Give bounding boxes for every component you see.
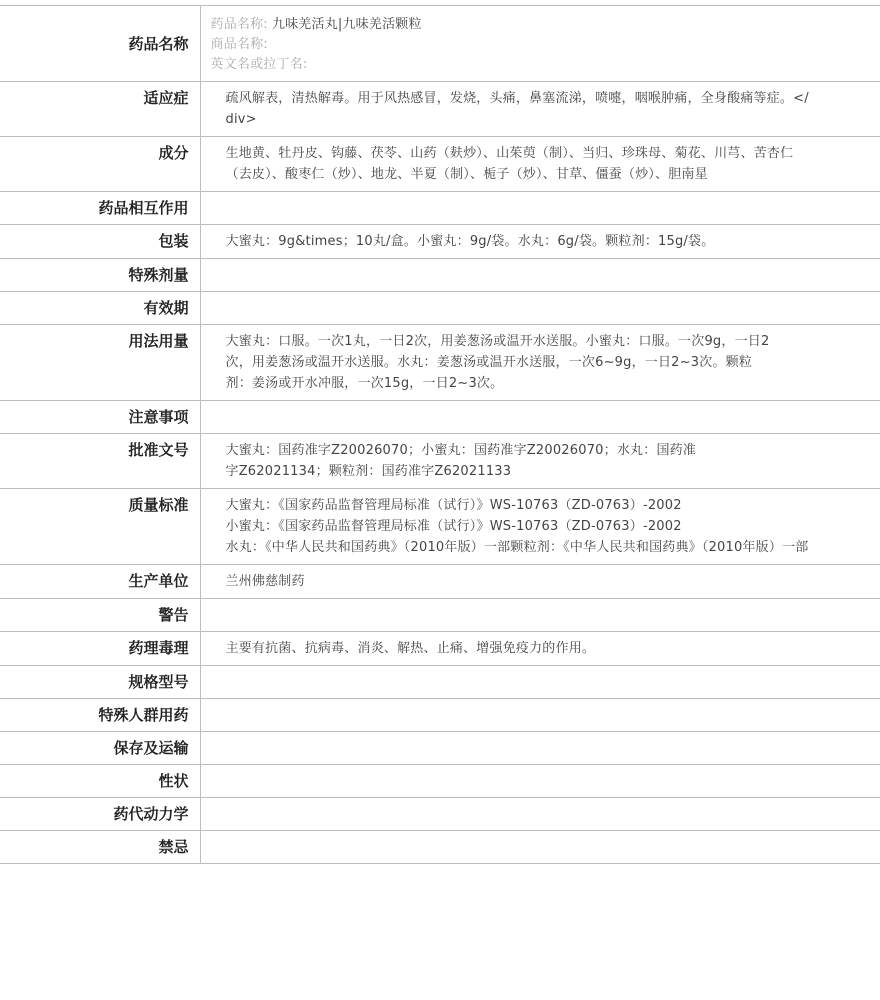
trade-name-line [211, 35, 880, 55]
row-quality [0, 489, 880, 565]
row-interactions [0, 192, 880, 225]
row-shelf-life [0, 292, 880, 325]
label-specification: 规格型号 [0, 666, 200, 699]
label-pharmacology: 药理毒理 [0, 632, 200, 666]
row-warning [0, 599, 880, 632]
value-drug-name [200, 6, 880, 82]
quality-line-2: 小蜜丸：《国家药品监督管理局标准（试行）》WS-10763（ZD-0763）-2002 [225, 519, 682, 534]
row-indications [0, 82, 880, 137]
value-quality [226, 495, 826, 558]
generic-name-line [211, 15, 880, 35]
label-indications: 适应症 [0, 82, 200, 137]
label-usage: 用法用量 [0, 325, 200, 401]
label-quality: 质量标准 [0, 489, 200, 565]
row-ingredients [0, 137, 880, 192]
row-specification [0, 666, 880, 699]
value-manufacturer: 兰州佛慈制药 [225, 574, 305, 589]
label-drug-name: 药品名称 [0, 6, 200, 82]
value-ingredients: 生地黄、牡丹皮、钩藤、茯苓、山药（麸炒）、山茱萸（制）、当归、珍珠母、菊花、川芎、苦杏仁（去皮）、酸枣仁（炒）、地龙、半夏（制）、栀子（炒）、甘草、僵蚕（炒）、胆南星 [225, 146, 794, 182]
row-manufacturer [0, 565, 880, 599]
row-contraindications [0, 831, 880, 864]
label-special-population: 特殊人群用药 [0, 699, 200, 732]
label-interactions: 药品相互作用 [0, 192, 200, 225]
row-drug-name [0, 6, 880, 82]
label-special-dosage: 特殊剂量 [0, 259, 200, 292]
english-name-line [211, 55, 880, 75]
row-pharmacology [0, 632, 880, 666]
quality-line-1: 大蜜丸：《国家药品监督管理局标准（试行）》WS-10763（ZD-0763）-2002 [225, 498, 682, 513]
row-special-population [0, 699, 880, 732]
row-precautions [0, 401, 880, 434]
quality-line-3: 水丸：《中华人民共和国药典》（2010年版）一部颗粒剂：《中华人民共和国药典》（2010年版）一部 [225, 540, 809, 555]
value-approval: 大蜜丸：国药准字Z20026070；小蜜丸：国药准字Z20026070；水丸：国药准字Z62021134；颗粒剂：国药准字Z62021133 [225, 443, 697, 479]
row-usage [0, 325, 880, 401]
row-storage [0, 732, 880, 765]
drug-info-table [0, 5, 880, 864]
row-special-dosage [0, 259, 880, 292]
label-precautions: 注意事项 [0, 401, 200, 434]
value-pharmacology: 主要有抗菌、抗病毒、消炎、解热、止痛、增强免疫力的作用。 [225, 641, 596, 656]
row-packaging [0, 225, 880, 259]
row-properties [0, 765, 880, 798]
value-usage: 大蜜丸：口服。一次1丸，一日2次，用姜葱汤或温开水送服。小蜜丸：口服。一次9g，一日2次，用姜葱汤或温开水送服。水丸：姜葱汤或温开水送服，一次6~9g，一日2~3次。颗粒剂：姜汤或开水冲服，一次15g，一日2~3次。 [225, 334, 770, 391]
label-pharmacokinetics: 药代动力学 [0, 798, 200, 831]
row-approval [0, 434, 880, 489]
generic-name-key: 药品名称: [210, 17, 268, 32]
value-indications: 疏风解表，清热解毒。用于风热感冒，发烧，头痛，鼻塞流涕，喷嚏，咽喉肿痛，全身酸痛等症。</div> [225, 91, 809, 127]
label-ingredients: 成分 [0, 137, 200, 192]
drug-info-sheet [0, 5, 880, 864]
label-approval: 批准文号 [0, 434, 200, 489]
value-packaging: 大蜜丸：9g&times；10丸/盒。小蜜丸：9g/袋。水丸：6g/袋。颗粒剂：15g/袋。 [225, 234, 715, 249]
label-contraindications: 禁忌 [0, 831, 200, 864]
generic-name-value: 九味羌活丸|九味羌活颗粒 [271, 17, 422, 32]
english-name-key: 英文名或拉丁名: [210, 57, 308, 72]
label-packaging: 包装 [0, 225, 200, 259]
row-pharmacokinetics [0, 798, 880, 831]
label-manufacturer: 生产单位 [0, 565, 200, 599]
label-shelf-life: 有效期 [0, 292, 200, 325]
label-warning: 警告 [0, 599, 200, 632]
trade-name-key: 商品名称: [210, 37, 268, 52]
label-storage: 保存及运输 [0, 732, 200, 765]
label-properties: 性状 [0, 765, 200, 798]
